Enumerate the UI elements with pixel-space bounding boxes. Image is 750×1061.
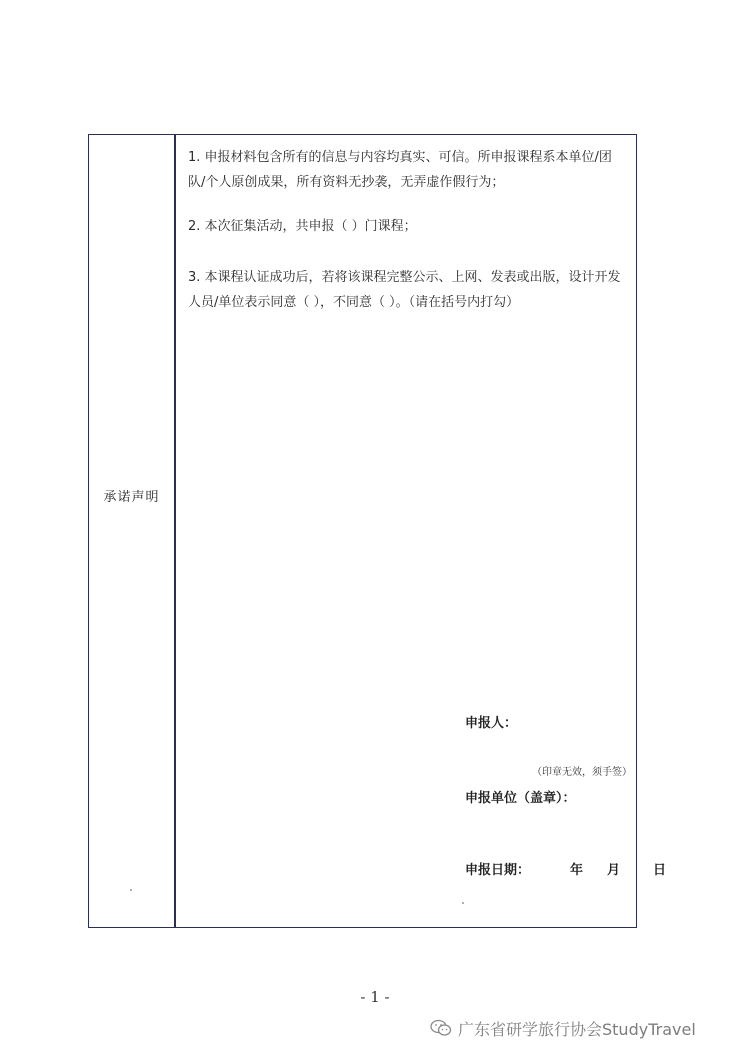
scan-speck — [130, 889, 132, 891]
day-label: 日 — [653, 863, 667, 878]
month-label: 月 — [607, 863, 621, 878]
wechat-icon — [430, 1019, 452, 1037]
declaration-item-1: 1. 申报材料包含所有的信息与内容均真实、可信。所申报课程系本单位/团队/个人原创成果，所有资料无抄袭，无弄虚作假行为； — [188, 150, 612, 190]
scan-speck — [462, 902, 464, 904]
seal-note: （印章无效，须手签） — [532, 767, 632, 778]
watermark-text: 广东省研学旅行协会StudyTravel — [458, 1019, 696, 1039]
declaration-item-3: 3. 本课程认证成功后，若将该课程完整公示、上网、发表或出版，设计开发人员/单位表示同意（ ），不同意（ ）。（请在括号内打勾） — [188, 270, 621, 310]
content-cell — [176, 135, 667, 927]
watermark — [430, 1016, 696, 1040]
page-number: - 1 - — [360, 988, 390, 1006]
unit-label: 申报单位（盖章）： — [465, 791, 576, 806]
applicant-label: 申报人： — [465, 716, 518, 731]
year-label: 年 — [570, 863, 584, 878]
date-label: 申报日期： — [465, 863, 531, 878]
declaration-table — [88, 134, 667, 928]
declaration-item-2: 2. 本次征集活动，共申报（ ）门课程； — [188, 219, 417, 234]
label-cell — [89, 135, 174, 927]
declaration-label: 承诺声明 — [103, 490, 160, 505]
